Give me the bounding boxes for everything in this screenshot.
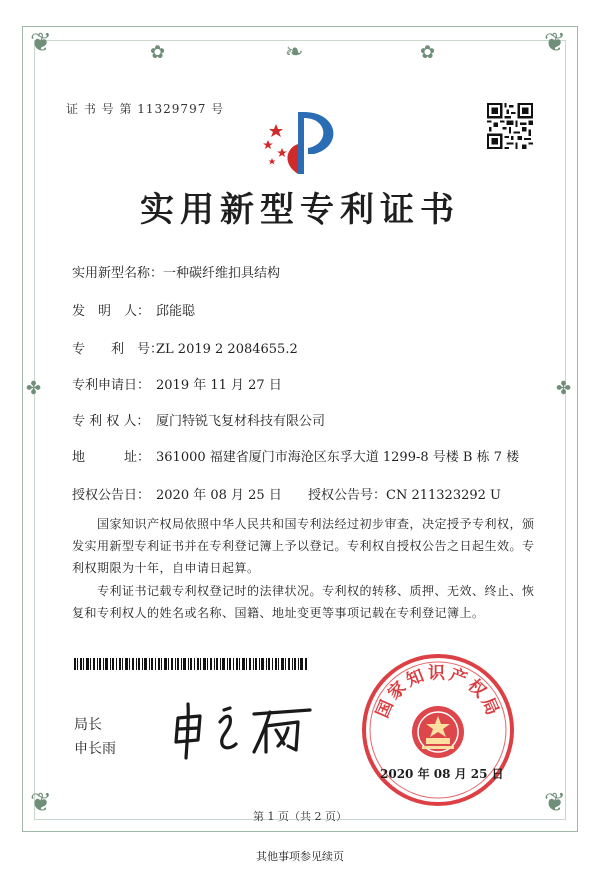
patentee-value: 厦门特锐飞复材科技有限公司 (156, 414, 326, 429)
legal-paragraph-2: 专利证书记载专利权登记时的法律状况。专利权的转移、质押、无效、终止、恢复和专利权人的姓名或名称、国籍、地址变更等事项记载在专利登记簿上。 (72, 584, 535, 620)
address-label: 地 址： (72, 450, 151, 465)
corner-ornament-icon: ❦ (30, 28, 52, 58)
grant-number-row (308, 484, 501, 503)
corner-ornament-icon: ❦ (544, 28, 566, 58)
utility-name-label: 实用新型名称： (72, 266, 164, 281)
corner-ornament-icon: ❦ (544, 788, 566, 818)
legal-paragraph-1: 国家知识产权局依照中华人民共和国专利法经过初步审查，决定授予专利权，颁发实用新型专利证书并在专利登记簿上予以登记。专利权自授权公告之日起生效。专利权期限为十年，自申请日起算。 (72, 517, 535, 575)
cnipa-logo-icon (258, 104, 348, 182)
inventor-value: 邱能聪 (156, 304, 196, 319)
patentee-label: 专 利 权 人： (72, 414, 150, 429)
page-number: 第 1 页（共 2 页） (253, 810, 347, 823)
grant-date-row (72, 484, 282, 503)
grant-number-value: CN 211323292 U (386, 488, 501, 503)
patent-number-row (72, 338, 298, 357)
director-title: 局长 (74, 717, 102, 733)
side-ornament-icon: ✤ (26, 378, 42, 399)
certificate-number: 证 书 号 第 11329797 号 (66, 102, 225, 116)
official-seal-icon (358, 650, 518, 810)
corner-ornament-icon: ❦ (30, 788, 52, 818)
certificate-title: 实用新型专利证书 (140, 190, 460, 230)
inventor-row (72, 300, 195, 319)
utility-name-row (72, 262, 280, 281)
filing-date-value: 2019 年 11 月 27 日 (156, 378, 282, 393)
seal-date: 2020 年 08 月 25 日 (380, 767, 504, 781)
filing-date-row (72, 374, 282, 393)
filing-date-label: 专利申请日： (72, 378, 151, 393)
qr-code-icon (487, 103, 533, 149)
handwritten-signature-icon (170, 700, 320, 760)
side-ornament-icon: ✤ (556, 378, 572, 399)
address-row (72, 446, 519, 465)
barcode-icon (74, 658, 308, 670)
top-ornament-icon: ✿ (420, 42, 436, 63)
top-ornament-icon: ❧ (285, 40, 304, 65)
grant-number-label: 授权公告号： (308, 488, 387, 503)
patent-number-value: ZL 2019 2 2084655.2 (156, 342, 298, 357)
grant-date-value: 2020 年 08 月 25 日 (156, 488, 282, 503)
address-value: 361000 福建省厦门市海沧区东孚大道 1299-8 号楼 B 栋 7 楼 (156, 450, 520, 465)
patent-number-label: 专 利 号： (72, 342, 164, 357)
director-name: 申长雨 (74, 741, 116, 757)
utility-name-value: 一种碳纤维扣具结构 (163, 266, 281, 281)
footer-note: 其他事项参见续页 (256, 850, 344, 863)
inventor-label: 发 明 人： (72, 304, 151, 319)
grant-date-label: 授权公告日： (72, 488, 151, 503)
patentee-row (72, 410, 325, 429)
seal-text: 国家知识产权局 (372, 663, 504, 721)
top-ornament-icon: ✿ (150, 42, 166, 63)
